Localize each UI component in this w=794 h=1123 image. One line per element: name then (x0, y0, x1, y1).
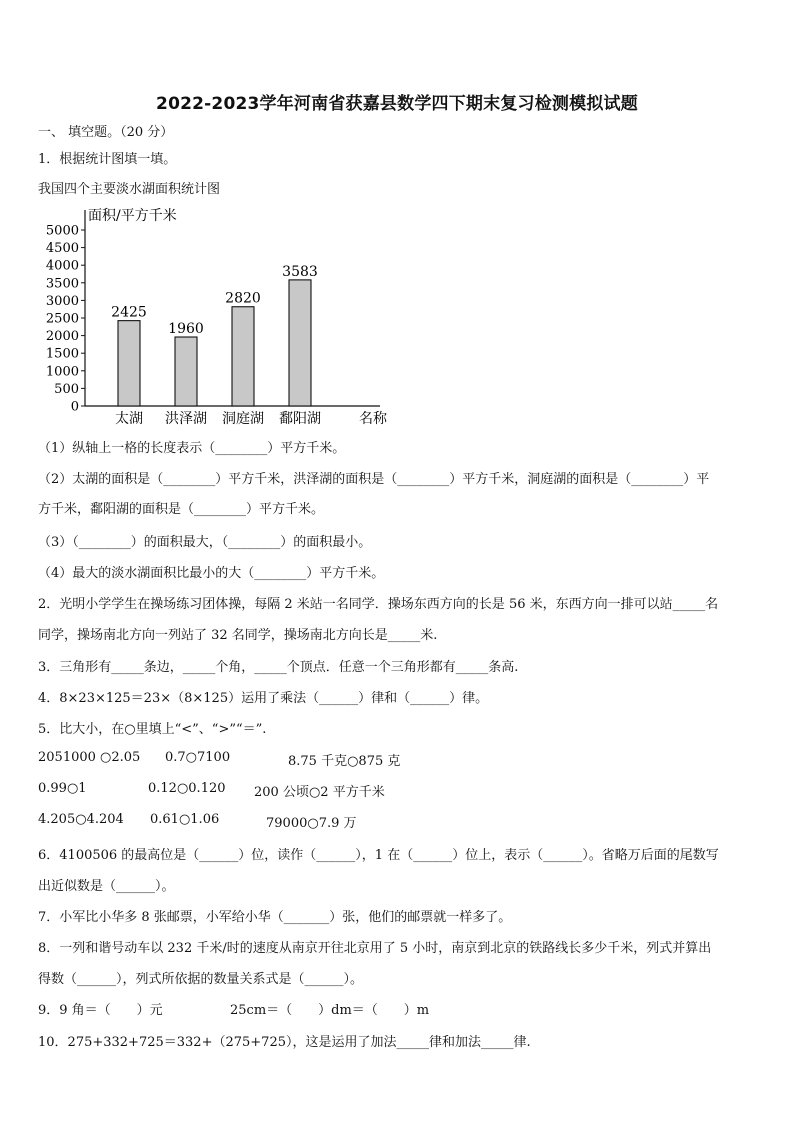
question-1-intro: 1．根据统计图填一填。 (38, 152, 177, 167)
question-1-sub-2a: （2）太湖的面积是（________）平方千米，洪泽湖的面积是（________）平方千米，洞庭湖的面积是（________）平 (38, 472, 710, 487)
question-2-line-2: 同学，操场南北方向一列站了 32 名同学，操场南北方向长是_____米. (38, 628, 438, 643)
question-1-sub-2b: 方千米，鄱阳湖的面积是（________）平方千米。 (38, 502, 325, 517)
compare-item: 0.99○1 (38, 781, 87, 796)
compare-item: 200 公顷○2 平方千米 (254, 785, 385, 800)
bar-value-label: 1960 (168, 321, 204, 338)
question-9-part-a: 9．9 角＝（ ）元 (38, 1003, 163, 1018)
page-title: 2022-2023学年河南省获嘉县数学四下期末复习检测模拟试题 (156, 94, 638, 114)
bar (175, 337, 197, 406)
question-1-sub-1: （1）纵轴上一格的长度表示（________）平方千米。 (38, 441, 346, 456)
question-1-sub-4: （4）最大的淡水湖面积比最小的大（________）平方千米。 (38, 566, 385, 581)
section-heading: 一、 填空题。（20 分） (38, 125, 174, 140)
category-label: 洪泽湖 (165, 411, 207, 427)
chart-caption: 我国四个主要淡水湖面积统计图 (38, 182, 221, 197)
bar (289, 280, 311, 406)
y-tick-label: 4500 (45, 241, 79, 257)
y-tick-label: 2000 (45, 329, 79, 345)
question-1-sub-3: （3）（________）的面积最大，（________）的面积最小。 (38, 535, 372, 550)
question-7: 7．小军比小华多 8 张邮票，小军给小华（_______）张，他们的邮票就一样多了。 (38, 910, 512, 925)
bar (232, 307, 254, 406)
question-2-line-1: 2．光明小学学生在操场练习团体操，每隔 2 米站一名同学．操场东西方向的长是 56 米，东西方向一排可以站_____名 (38, 597, 719, 612)
question-5-prompt: 5．比大小，在○里填上“<”、“>”“＝”. (38, 722, 267, 737)
compare-item: 0.12○0.120 (148, 781, 226, 796)
y-tick-label: 4000 (45, 258, 79, 274)
bar (118, 321, 140, 406)
question-3: 3．三角形有_____条边，_____个角，_____个顶点．任意一个三角形都有_____条高. (38, 660, 519, 675)
compare-item: 0.7○7100 (165, 750, 231, 765)
question-8-line-2: 得数（______），列式所依据的数量关系式是（______）。 (38, 972, 364, 987)
compare-item: 8.75 千克○875 克 (288, 754, 401, 769)
question-6-line-2: 出近似数是（______）。 (38, 879, 175, 894)
compare-item: 79000○7.9 万 (266, 816, 357, 831)
y-tick-label: 3000 (45, 293, 79, 309)
y-tick-label: 5000 (45, 223, 79, 239)
question-9-part-b: 25cm＝（ ）dm＝（ ）m (230, 1003, 430, 1018)
compare-item: 4.205○4.204 (38, 812, 124, 827)
category-label: 鄱阳湖 (279, 411, 321, 427)
y-tick-label: 500 (54, 381, 79, 397)
y-tick-label: 0 (70, 399, 79, 415)
compare-item: 0.61○1.06 (150, 812, 220, 827)
y-tick-label: 2500 (45, 311, 79, 327)
y-tick-label: 1000 (45, 364, 79, 380)
question-4: 4．8×23×125＝23×（8×125）运用了乘法（______）律和（______）律。 (38, 691, 489, 706)
bar-value-label: 2425 (111, 304, 147, 321)
category-label: 洞庭湖 (222, 411, 264, 427)
category-label: 太湖 (115, 411, 143, 427)
bar-value-label: 3583 (282, 263, 318, 280)
y-tick-label: 3500 (45, 276, 79, 292)
question-6-line-1: 6．4100506 的最高位是（______）位，读作（______），1 在（______）位上，表示（______）。省略万后面的尾数写 (38, 848, 719, 863)
bar-value-label: 2820 (225, 290, 261, 307)
lake-area-bar-chart (38, 198, 398, 434)
y-tick-label: 1500 (45, 346, 79, 362)
y-axis-title: 面积/平方千米 (88, 208, 177, 224)
question-10: 10．275+332+725＝332+（275+725），这是运用了加法_____律和加法_____律. (38, 1035, 531, 1050)
compare-item: 2051000 ○2.05 (38, 750, 141, 765)
x-axis-title: 名称 (359, 411, 387, 427)
question-8-line-1: 8．一列和谐号动车以 232 千米/时的速度从南京开往北京用了 5 小时，南京到北京的铁路线长多少千米，列式并算出 (38, 941, 712, 956)
